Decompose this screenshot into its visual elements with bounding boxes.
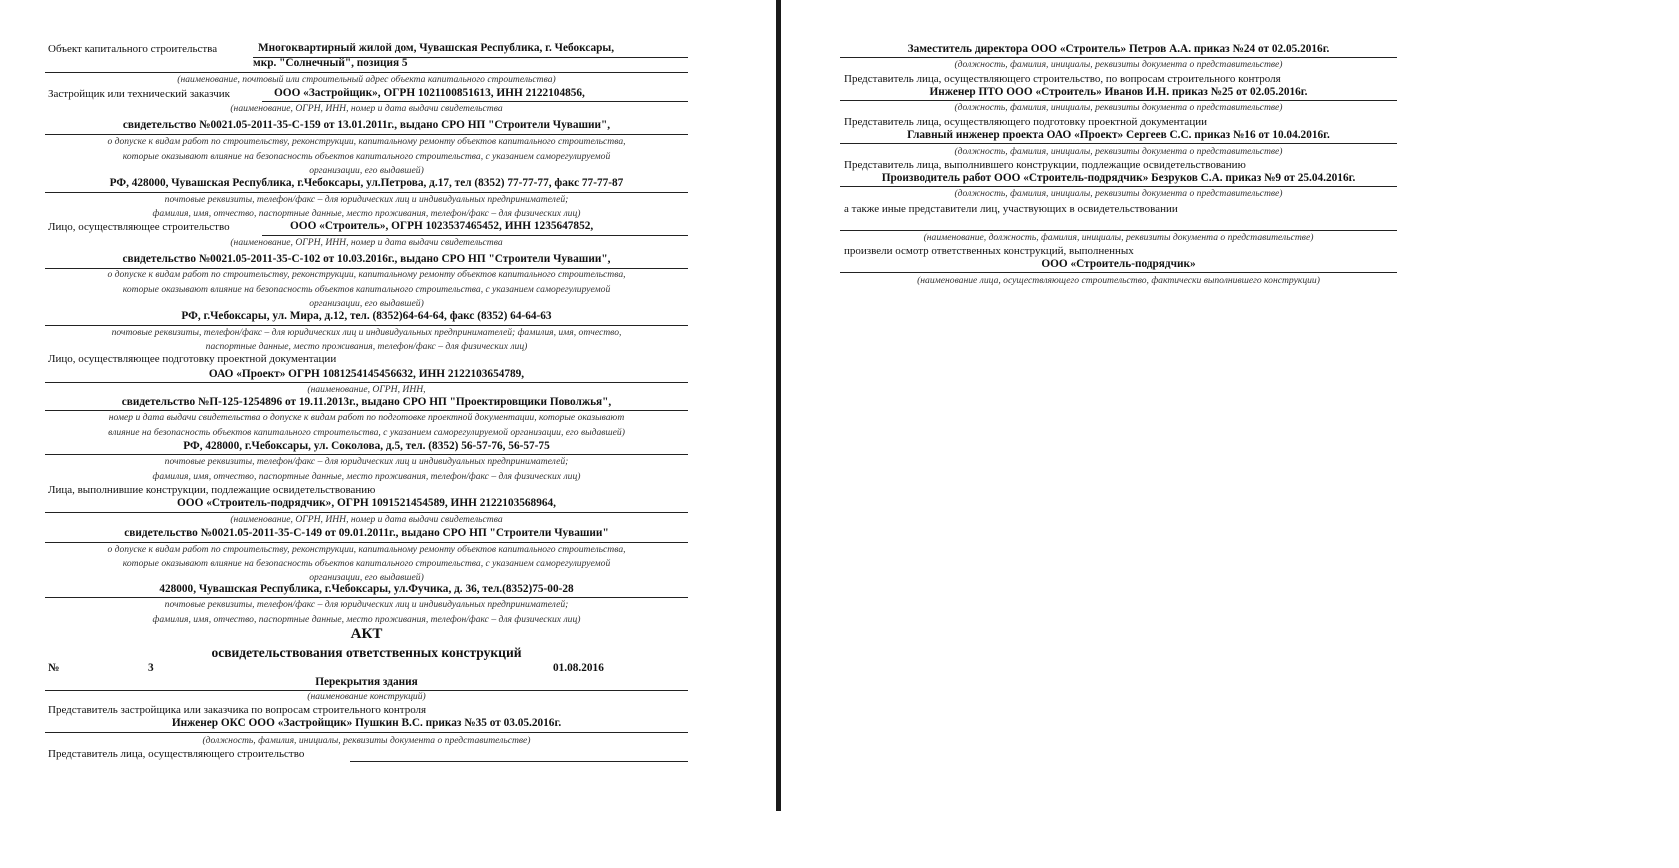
underline	[45, 410, 688, 411]
act-subtitle: освидетельствования ответственных конструкций	[211, 645, 522, 660]
contractor-certificate-hint: организации, его выдавшей)	[309, 572, 424, 583]
object-name-line1: Многоквартирный жилой дом, Чувашская Республика, г. Чебоксары,	[258, 42, 615, 54]
underline	[45, 597, 688, 598]
underline	[262, 101, 688, 102]
control-label: Представитель лица, осуществляющего строительство, по вопросам строительного контроля	[844, 73, 1281, 85]
deputy-hint: (должность, фамилия, инициалы, реквизиты документа о представительстве)	[954, 59, 1283, 70]
builder-certificate: свидетельство №0021.05-2011-35-С-102 от 10.03.2016г., выдано СРО НП "Строители Чувашии",	[122, 253, 611, 265]
underline	[45, 542, 688, 543]
customer-rep: Инженер ОКС ООО «Застройщик» Пушкин В.С. приказ №35 от 03.05.2016г.	[171, 717, 562, 729]
designer-address-hint: почтовые реквизиты, телефон/факс – для юридических лиц и индивидуальных предпринимателей;	[164, 456, 569, 467]
designer-hint: (наименование, ОГРН, ИНН,	[307, 384, 426, 395]
performer-hint: (должность, фамилия, инициалы, реквизиты документа о представительстве)	[954, 188, 1283, 199]
contractor-address-hint: фамилия, имя, отчество, паспортные данные, место проживания, телефон/факс – для физических лиц)	[152, 614, 581, 625]
designer-certificate-hint: номер и дата выдачи свидетельства о допуске к видам работ по подготовке проектной документации, которые оказывают	[108, 412, 625, 423]
underline	[45, 325, 688, 326]
inspection-hint: (наименование лица, осуществляющего строительство, фактически выполнившего конструкции)	[917, 275, 1320, 286]
developer-address-hint: фамилия, имя, отчество, паспортные данные, место проживания, телефон/факс – для физических лиц)	[152, 208, 581, 219]
builder-certificate-hint: организации, его выдавшей)	[309, 298, 424, 309]
underline	[45, 134, 688, 135]
act-number: 3	[148, 662, 154, 674]
right-page	[781, 0, 1550, 811]
designer-certificate: свидетельство №П-125-1254896 от 19.11.2013г., выдано СРО НП "Проектировщики Поволжья",	[121, 396, 612, 408]
left-page	[0, 0, 776, 811]
control-hint: (должность, фамилия, инициалы, реквизиты документа о представительстве)	[954, 102, 1283, 113]
object-name-line2: мкр. "Солнечный", позиция 5	[253, 57, 408, 69]
developer-certificate-hint: которые оказывают влияние на безопасность объектов капитального строительства, с указанием саморегулируемой	[122, 151, 611, 162]
customer-rep-hint: (должность, фамилия, инициалы, реквизиты документа о представительстве)	[202, 735, 531, 746]
contractor-certificate-hint: которые оказывают влияние на безопасность объектов капитального строительства, с указанием саморегулируемой	[122, 558, 611, 569]
design-representative: Главный инженер проекта ОАО «Проект» Сергеев С.С. приказ №16 от 10.04.2016г.	[907, 129, 1330, 141]
underline	[262, 235, 688, 236]
builder-certificate-hint: о допуске к видам работ по строительству, реконструкции, капитальному ремонту объектов капитального строительства,	[107, 269, 626, 280]
builder-hint: (наименование, ОГРН, ИНН, номер и дата выдачи свидетельства	[230, 237, 503, 248]
inspection-organization: ООО «Строитель-подрядчик»	[1041, 258, 1196, 270]
act-title: АКТ	[350, 626, 383, 642]
deputy-representative: Заместитель директора ООО «Строитель» Петров А.А. приказ №24 от 02.05.2016г.	[907, 43, 1330, 55]
design-label: Представитель лица, осуществляющего подготовку проектной документации	[844, 116, 1207, 128]
contractor-hint: (наименование, ОГРН, ИНН, номер и дата выдачи свидетельства	[230, 514, 503, 525]
underline	[45, 732, 688, 733]
act-number-label: №	[48, 662, 60, 674]
underline	[45, 72, 688, 73]
others-label: а также иные представители лиц, участвующих в освидетельствовании	[844, 203, 1178, 215]
control-representative: Инженер ПТО ООО «Строитель» Иванов И.Н. приказ №25 от 02.05.2016г.	[929, 86, 1308, 98]
underline	[840, 143, 1397, 144]
builder-name: ООО «Строитель», ОГРН 1023537465452, ИНН 1235647852,	[290, 220, 594, 232]
underline	[45, 512, 688, 513]
underline	[840, 230, 1397, 231]
builder-address: РФ, г.Чебоксары, ул. Мира, д.12, тел. (8352)64-64-64, факс (8352) 64-64-63	[181, 310, 552, 322]
underline	[840, 272, 1397, 273]
contractor-certificate: свидетельство №0021.05-2011-35-С-149 от 09.01.2011г., выдано СРО НП "Строители Чувашии"	[124, 527, 609, 539]
designer-label: Лицо, осуществляющее подготовку проектной документации	[48, 353, 337, 365]
developer-hint: (наименование, ОГРН, ИНН, номер и дата выдачи свидетельства	[230, 103, 503, 114]
customer-rep-label: Представитель застройщика или заказчика по вопросам строительного контроля	[48, 704, 427, 716]
design-hint: (должность, фамилия, инициалы, реквизиты документа о представительстве)	[954, 146, 1283, 157]
contractor-address-hint: почтовые реквизиты, телефон/факс – для юридических лиц и индивидуальных предпринимателей;	[164, 599, 569, 610]
contractor-address: 428000, Чувашская Республика, г.Чебоксары, ул.Фучика, д. 36, тел.(8352)75-00-28	[159, 583, 574, 595]
builder-label: Лицо, осуществляющее строительство	[48, 221, 230, 233]
designer-name: ОАО «Проект» ОГРН 1081254145456632, ИНН 2122103654789,	[208, 368, 525, 380]
builder-rep-label: Представитель лица, осуществляющего строительство	[48, 748, 305, 760]
designer-certificate-hint: влияние на безопасность объектов капитального строительства, с указанием саморегулируемой организации, его выдавшей)	[108, 427, 625, 438]
underline	[45, 192, 688, 193]
underline	[840, 57, 1397, 58]
builder-address-hint: паспортные данные, место проживания, телефон/факс – для физических лиц)	[205, 341, 528, 352]
developer-certificate: свидетельство №0021.05-2011-35-С-159 от 13.01.2011г., выдано СРО НП "Строители Чувашии",	[122, 119, 611, 131]
performer-representative: Производитель работ ООО «Строитель-подрядчик» Безруков С.А. приказ №9 от 25.04.2016г.	[881, 172, 1356, 184]
contractor-label: Лица, выполнившие конструкции, подлежащие освидетельствованию	[48, 484, 376, 496]
designer-address: РФ, 428000, г.Чебоксары, ул. Соколова, д.5, тел. (8352) 56-57-76, 56-57-75	[183, 440, 550, 452]
developer-label: Застройщик или технический заказчик	[48, 88, 230, 100]
object-hint: (наименование, почтовый или строительный адрес объекта капитального строительства)	[177, 74, 556, 85]
underline	[840, 186, 1397, 187]
underline	[45, 454, 688, 455]
underline	[350, 761, 688, 762]
construction-hint: (наименование конструкций)	[307, 691, 426, 702]
contractor-certificate-hint: о допуске к видам работ по строительству, реконструкции, капитальному ремонту объектов капитального строительства,	[107, 544, 626, 555]
builder-certificate-hint: которые оказывают влияние на безопасность объектов капитального строительства, с указанием саморегулируемой	[122, 284, 611, 295]
developer-certificate-hint: о допуске к видам работ по строительству, реконструкции, капитальному ремонту объектов капитального строительства,	[107, 136, 626, 147]
developer-address-hint: почтовые реквизиты, телефон/факс – для юридических лиц и индивидуальных предпринимателей;	[164, 194, 569, 205]
object-label: Объект капитального строительства	[48, 43, 218, 55]
underline	[45, 382, 688, 383]
performer-label: Представитель лица, выполнившего конструкции, подлежащие освидетельствованию	[844, 159, 1246, 171]
inspection-label: произвели осмотр ответственных конструкций, выполненных	[844, 245, 1134, 257]
builder-address-hint: почтовые реквизиты, телефон/факс – для юридических лиц и индивидуальных предпринимателей; фамилия, имя, отчество,	[111, 327, 622, 338]
developer-address: РФ, 428000, Чувашская Республика, г.Чебоксары, ул.Петрова, д.17, тел (8352) 77-77-77, факс 77-77-87	[109, 177, 624, 189]
developer-name: ООО «Застройщик», ОГРН 1021100851613, ИНН 2122104856,	[274, 87, 585, 99]
designer-address-hint: фамилия, имя, отчество, паспортные данные, место проживания, телефон/факс – для физических лиц)	[152, 471, 581, 482]
act-date: 01.08.2016	[553, 662, 604, 674]
developer-certificate-hint: организации, его выдавшей)	[309, 165, 424, 176]
construction-name: Перекрытия здания	[315, 676, 418, 688]
underline	[840, 100, 1397, 101]
contractor-name: ООО «Строитель-подрядчик», ОГРН 1091521454589, ИНН 2122103568964,	[177, 497, 556, 509]
others-hint: (наименование, должность, фамилия, инициалы, реквизиты документа о представительстве)	[923, 232, 1314, 243]
